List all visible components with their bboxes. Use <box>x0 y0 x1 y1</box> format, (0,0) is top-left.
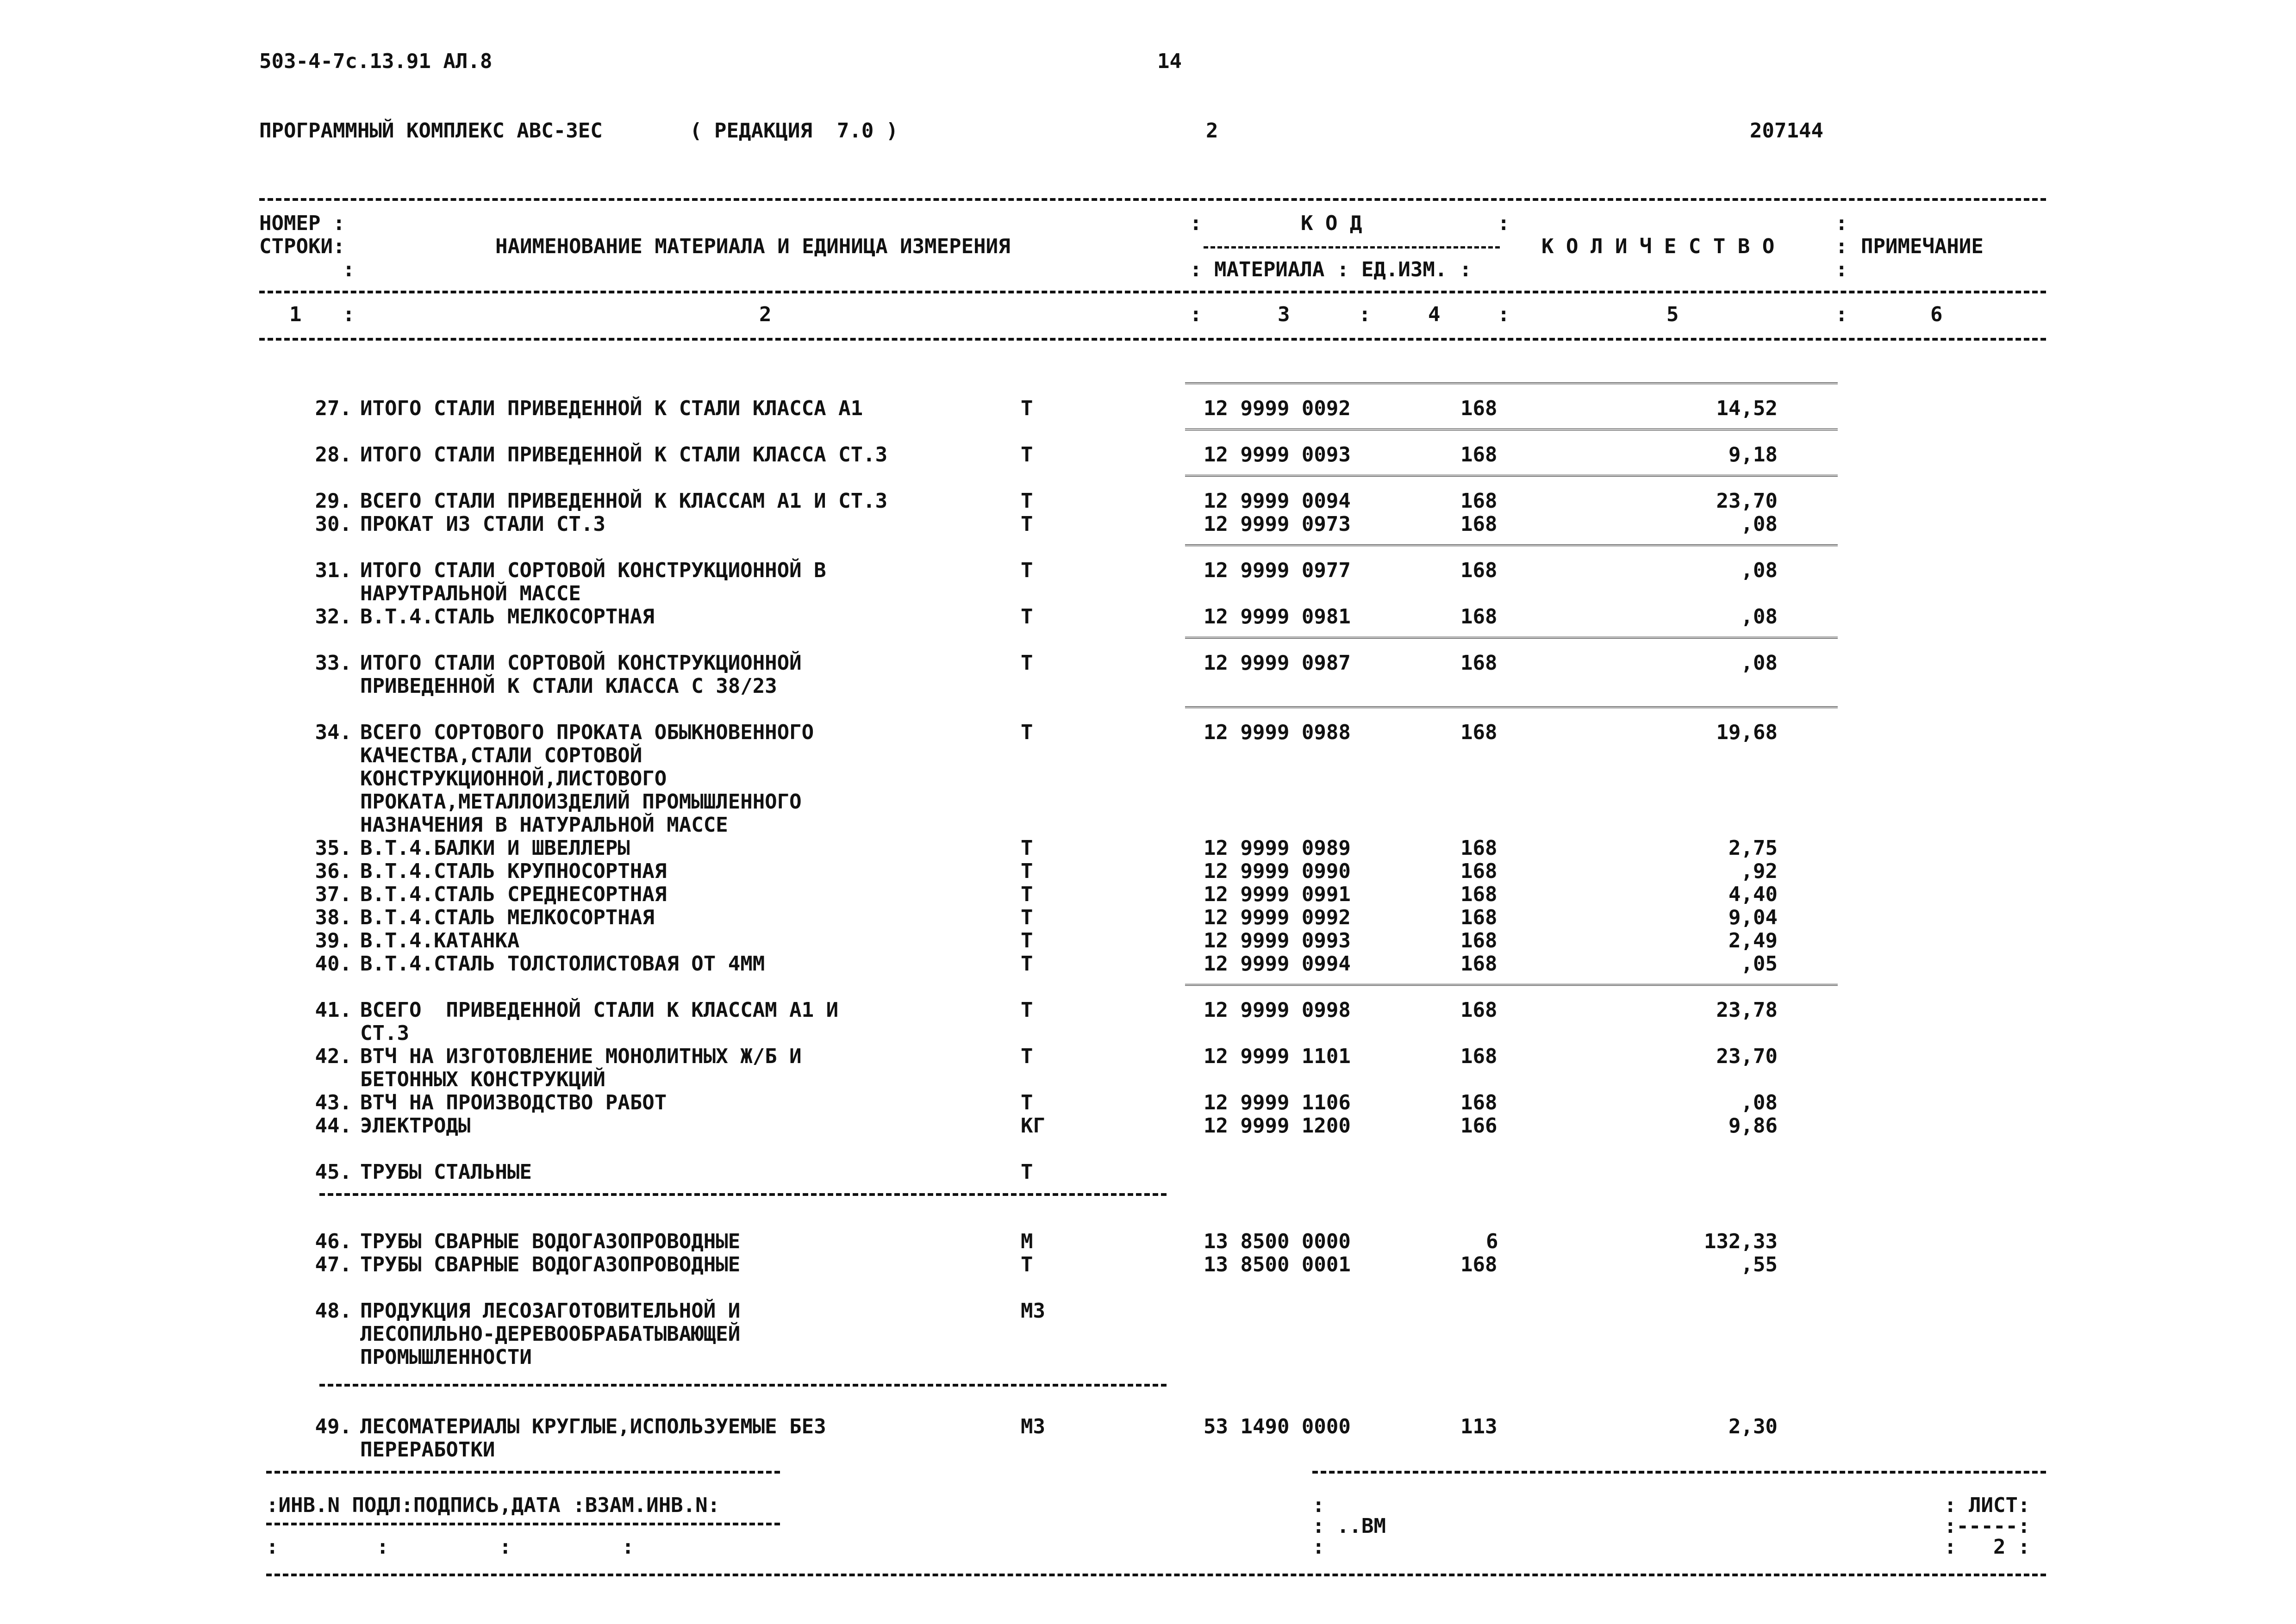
material-name-cont: ПЕРЕРАБОТКИ <box>360 1438 495 1462</box>
note-column-header: ПРИМЕЧАНИЕ <box>1861 235 1984 258</box>
unit: Т <box>1021 1253 1033 1276</box>
row-number: 38. <box>315 906 352 929</box>
program-name: ПРОГРАММНЫЙ КОМПЛЕКС АВС-3ЕС <box>259 119 603 143</box>
unit: Т <box>1021 929 1033 952</box>
material-name: ПРОДУКЦИЯ ЛЕСОЗАГОТОВИТЕЛЬНОЙ И <box>360 1299 741 1323</box>
unit-code: 168 <box>1460 952 1497 976</box>
row-number-header-3: : <box>343 258 355 281</box>
material-code: 12 9999 0994 <box>1204 952 1351 976</box>
quantity: 9,04 <box>1728 906 1778 929</box>
total-separator <box>1185 475 1838 479</box>
material-code: 12 9999 0988 <box>1204 721 1351 744</box>
quantity: 14,52 <box>1716 397 1778 420</box>
unit: Т <box>1021 1160 1033 1184</box>
unit: Т <box>1021 512 1033 536</box>
code-sep-right: : <box>1497 212 1510 235</box>
code-column-header: К О Д <box>1301 212 1362 235</box>
total-separator <box>1185 706 1838 710</box>
material-code: 12 9999 0992 <box>1204 906 1351 929</box>
material-name: ВСЕГО СОРТОВОГО ПРОКАТА ОБЫКНОВЕННОГО <box>360 721 814 744</box>
material-name-cont: ПРИВЕДЕННОЙ К СТАЛИ КЛАССА С 38/23 <box>360 674 777 698</box>
material-name: ТРУБЫ СТАЛЬНЫЕ <box>360 1160 532 1184</box>
material-name: В.Т.4.КАТАНКА <box>360 929 520 952</box>
document-code: 503-4-7с.13.91 АЛ.8 <box>259 50 493 73</box>
quantity: ,08 <box>1741 559 1778 582</box>
quantity: 23,78 <box>1716 998 1778 1022</box>
row-number: 33. <box>315 651 352 675</box>
header-top-rule <box>259 198 2046 201</box>
material-name: ВТЧ НА ИЗГОТОВЛЕНИЕ МОНОЛИТНЫХ Ж/Б И <box>360 1045 802 1068</box>
material-name: ВСЕГО СТАЛИ ПРИВЕДЕННОЙ К КЛАССАМ А1 И СТ.3 <box>360 489 888 513</box>
material-code: 12 9999 1200 <box>1204 1114 1351 1138</box>
quantity: 2,49 <box>1728 929 1778 952</box>
stamp-top-rule-right <box>1312 1471 2046 1474</box>
code-subheader: : МАТЕРИАЛА : ЕД.ИЗМ. : <box>1190 258 1472 281</box>
unit: Т <box>1021 605 1033 628</box>
stamp-bottom-rule <box>266 1574 2046 1576</box>
header-bottom-rule <box>259 338 2046 341</box>
unit-code: 168 <box>1460 883 1497 906</box>
unit-code: 168 <box>1460 605 1497 628</box>
unit: М <box>1021 1230 1033 1253</box>
row-number: 41. <box>315 998 352 1022</box>
total-separator <box>1185 429 1838 432</box>
column-number-sep-1: : <box>343 303 355 326</box>
material-code: 13 8500 0000 <box>1204 1230 1351 1253</box>
code-subheader-rule <box>1204 246 1500 249</box>
unit: Т <box>1021 998 1033 1022</box>
material-name-cont: ЛЕСОПИЛЬНО-ДЕРЕВООБРАБАТЫВАЮЩЕЙ <box>360 1322 741 1346</box>
unit: Т <box>1021 397 1033 420</box>
material-code: 13 8500 0001 <box>1204 1253 1351 1276</box>
row-number: 32. <box>315 605 352 628</box>
stamp-mark: : ..ВМ <box>1312 1514 1386 1538</box>
row-number: 44. <box>315 1114 352 1138</box>
name-column-header: НАИМЕНОВАНИЕ МАТЕРИАЛА И ЕДИНИЦА ИЗМЕРЕНИЯ <box>495 235 1011 258</box>
column-number-1: 1 <box>289 303 302 326</box>
header-mid-rule <box>259 291 2046 293</box>
material-name-cont: СТ.3 <box>360 1021 409 1045</box>
material-name: ВСЕГО ПРИВЕДЕННОЙ СТАЛИ К КЛАССАМ А1 И <box>360 998 839 1022</box>
column-number-3: 3 <box>1278 303 1290 326</box>
material-name: В.Т.4.СТАЛЬ СРЕДНЕСОРТНАЯ <box>360 883 667 906</box>
material-name-cont: КОНСТРУКЦИОННОЙ,ЛИСТОВОГО <box>360 767 667 790</box>
unit-code: 168 <box>1460 859 1497 883</box>
unit: Т <box>1021 836 1033 860</box>
stamp-mid-rule <box>266 1523 780 1525</box>
unit-code: 168 <box>1460 559 1497 582</box>
quantity: 9,86 <box>1728 1114 1778 1138</box>
row-number: 28. <box>315 443 352 467</box>
group-rule <box>319 1193 1167 1196</box>
quantity: 2,30 <box>1728 1415 1778 1438</box>
material-name-cont: ПРОМЫШЛЕННОСТИ <box>360 1345 532 1369</box>
row-number: 49. <box>315 1415 352 1438</box>
note-sep-3: : <box>1835 258 1848 281</box>
mark-sep-top: : <box>1312 1493 1325 1517</box>
material-name: В.Т.4.БАЛКИ И ШВЕЛЛЕРЫ <box>360 836 630 860</box>
quantity: 2,75 <box>1728 836 1778 860</box>
material-name-cont: НАРУТРАЛЬНОЙ МАССЕ <box>360 582 581 605</box>
quantity: 4,40 <box>1728 883 1778 906</box>
sheet-number: 2 <box>1206 119 1218 143</box>
unit-code: 168 <box>1460 1045 1497 1068</box>
stamp-cells: : : : : <box>266 1535 634 1559</box>
material-code: 12 9999 0990 <box>1204 859 1351 883</box>
material-name: ВТЧ НА ПРОИЗВОДСТВО РАБОТ <box>360 1091 667 1114</box>
unit: Т <box>1021 883 1033 906</box>
unit: КГ <box>1021 1114 1045 1138</box>
column-number-4: 4 <box>1428 303 1441 326</box>
unit: Т <box>1021 1091 1033 1114</box>
note-sep-1: : <box>1835 212 1848 235</box>
column-number-sep-4: : <box>1497 303 1510 326</box>
material-name: ИТОГО СТАЛИ СОРТОВОЙ КОНСТРУКЦИОННОЙ <box>360 651 802 675</box>
quantity: 19,68 <box>1716 721 1778 744</box>
column-number-6: 6 <box>1930 303 1943 326</box>
sheet-label: : ЛИСТ: <box>1944 1493 2030 1517</box>
material-name-cont: ПРОКАТА,МЕТАЛЛОИЗДЕЛИЙ ПРОМЫШЛЕННОГО <box>360 790 802 814</box>
unit-code: 168 <box>1460 489 1497 513</box>
quantity: 132,33 <box>1704 1230 1778 1253</box>
program-edition: ( РЕДАКЦИЯ 7.0 ) <box>690 119 898 143</box>
material-code: 12 9999 0093 <box>1204 443 1351 467</box>
total-separator <box>1185 382 1838 386</box>
material-code: 12 9999 0973 <box>1204 512 1351 536</box>
unit: Т <box>1021 721 1033 744</box>
material-code: 12 9999 0989 <box>1204 836 1351 860</box>
material-name: В.Т.4.СТАЛЬ ТОЛСТОЛИСТОВАЯ ОТ 4ММ <box>360 952 765 976</box>
total-separator <box>1185 544 1838 548</box>
unit: Т <box>1021 859 1033 883</box>
column-number-sep-2: : <box>1190 303 1202 326</box>
material-name: ПРОКАТ ИЗ СТАЛИ СТ.3 <box>360 512 605 536</box>
material-name-cont: КАЧЕСТВА,СТАЛИ СОРТОВОЙ <box>360 744 643 767</box>
unit-code: 166 <box>1460 1114 1497 1138</box>
unit: М3 <box>1021 1299 1045 1323</box>
unit-code: 168 <box>1460 651 1497 675</box>
total-separator <box>1185 984 1838 988</box>
material-code: 12 9999 0981 <box>1204 605 1351 628</box>
job-id: 207144 <box>1750 119 1823 143</box>
unit-code: 168 <box>1460 906 1497 929</box>
code-sep-left: : <box>1190 212 1202 235</box>
quantity: ,08 <box>1741 605 1778 628</box>
unit: Т <box>1021 651 1033 675</box>
material-name: В.Т.4.СТАЛЬ МЕЛКОСОРТНАЯ <box>360 605 655 628</box>
quantity: ,92 <box>1741 859 1778 883</box>
stamp-top-rule-left <box>266 1471 780 1474</box>
unit-code: 168 <box>1460 836 1497 860</box>
unit: Т <box>1021 1045 1033 1068</box>
quantity: 23,70 <box>1716 489 1778 513</box>
material-code: 12 9999 0977 <box>1204 559 1351 582</box>
unit-code: 6 <box>1486 1230 1498 1253</box>
material-name-cont: БЕТОННЫХ КОНСТРУКЦИЙ <box>360 1068 605 1091</box>
material-name: В.Т.4.СТАЛЬ МЕЛКОСОРТНАЯ <box>360 906 655 929</box>
quantity: ,55 <box>1741 1253 1778 1276</box>
unit-code: 168 <box>1460 998 1497 1022</box>
material-name: ИТОГО СТАЛИ ПРИВЕДЕННОЙ К СТАЛИ КЛАССА СТ.3 <box>360 443 888 467</box>
material-code: 12 9999 0991 <box>1204 883 1351 906</box>
unit-code: 168 <box>1460 1253 1497 1276</box>
stamp-fields: :ИНВ.N ПОДЛ:ПОДПИСЬ,ДАТА :ВЗАМ.ИНВ.N: <box>266 1493 720 1517</box>
row-number: 29. <box>315 489 352 513</box>
material-name: ТРУБЫ СВАРНЫЕ ВОДОГАЗОПРОВОДНЫЕ <box>360 1253 741 1276</box>
mark-sep-bottom: : <box>1312 1535 1325 1559</box>
note-sep-2: : <box>1835 235 1848 258</box>
row-number: 48. <box>315 1299 352 1323</box>
unit-code: 168 <box>1460 443 1497 467</box>
material-code: 12 9999 0998 <box>1204 998 1351 1022</box>
row-number: 46. <box>315 1230 352 1253</box>
material-name: ЛЕСОМАТЕРИАЛЫ КРУГЛЫЕ,ИСПОЛЬЗУЕМЫЕ БЕЗ <box>360 1415 826 1438</box>
column-number-2: 2 <box>759 303 772 326</box>
material-code: 12 9999 0094 <box>1204 489 1351 513</box>
unit: Т <box>1021 489 1033 513</box>
column-number-5: 5 <box>1666 303 1679 326</box>
row-number-header-1: НОМЕР : <box>259 212 345 235</box>
material-name: В.Т.4.СТАЛЬ КРУПНОСОРТНАЯ <box>360 859 667 883</box>
column-number-sep-3: : <box>1359 303 1371 326</box>
row-number: 43. <box>315 1091 352 1114</box>
row-number: 42. <box>315 1045 352 1068</box>
material-code: 12 9999 0987 <box>1204 651 1351 675</box>
unit: Т <box>1021 559 1033 582</box>
quantity-column-header: К О Л И Ч Е С Т В О <box>1541 235 1775 258</box>
material-name: ТРУБЫ СВАРНЫЕ ВОДОГАЗОПРОВОДНЫЕ <box>360 1230 741 1253</box>
group-rule <box>319 1384 1167 1387</box>
column-number-sep-5: : <box>1835 303 1848 326</box>
row-number: 30. <box>315 512 352 536</box>
material-name: ИТОГО СТАЛИ ПРИВЕДЕННОЙ К СТАЛИ КЛАССА А1 <box>360 397 863 420</box>
material-code: 53 1490 0000 <box>1204 1415 1351 1438</box>
unit-code: 168 <box>1460 512 1497 536</box>
material-name-cont: НАЗНАЧЕНИЯ В НАТУРАЛЬНОЙ МАССЕ <box>360 813 728 837</box>
unit-code: 168 <box>1460 397 1497 420</box>
unit-code: 113 <box>1460 1415 1497 1438</box>
material-code: 12 9999 1101 <box>1204 1045 1351 1068</box>
material-name: ЭЛЕКТРОДЫ <box>360 1114 471 1138</box>
row-number: 31. <box>315 559 352 582</box>
quantity: ,08 <box>1741 512 1778 536</box>
sheet-value: : 2 : <box>1944 1535 2030 1559</box>
row-number: 27. <box>315 397 352 420</box>
unit: Т <box>1021 906 1033 929</box>
unit-code: 168 <box>1460 721 1497 744</box>
row-number-header-2: СТРОКИ: <box>259 235 345 258</box>
quantity: 23,70 <box>1716 1045 1778 1068</box>
material-code: 12 9999 0993 <box>1204 929 1351 952</box>
unit-code: 168 <box>1460 1091 1497 1114</box>
row-number: 45. <box>315 1160 352 1184</box>
quantity: ,05 <box>1741 952 1778 976</box>
page-number: 14 <box>1157 50 1182 73</box>
unit: Т <box>1021 443 1033 467</box>
row-number: 35. <box>315 836 352 860</box>
row-number: 39. <box>315 929 352 952</box>
material-code: 12 9999 1106 <box>1204 1091 1351 1114</box>
row-number: 40. <box>315 952 352 976</box>
quantity: ,08 <box>1741 651 1778 675</box>
unit: М3 <box>1021 1415 1045 1438</box>
unit-code: 168 <box>1460 929 1497 952</box>
row-number: 37. <box>315 883 352 906</box>
total-separator <box>1185 637 1838 641</box>
material-code: 12 9999 0092 <box>1204 397 1351 420</box>
sheet-separator: :-----: <box>1944 1514 2030 1538</box>
unit: Т <box>1021 952 1033 976</box>
material-name: ИТОГО СТАЛИ СОРТОВОЙ КОНСТРУКЦИОННОЙ В <box>360 559 826 582</box>
quantity: ,08 <box>1741 1091 1778 1114</box>
row-number: 36. <box>315 859 352 883</box>
row-number: 34. <box>315 721 352 744</box>
quantity: 9,18 <box>1728 443 1778 467</box>
row-number: 47. <box>315 1253 352 1276</box>
